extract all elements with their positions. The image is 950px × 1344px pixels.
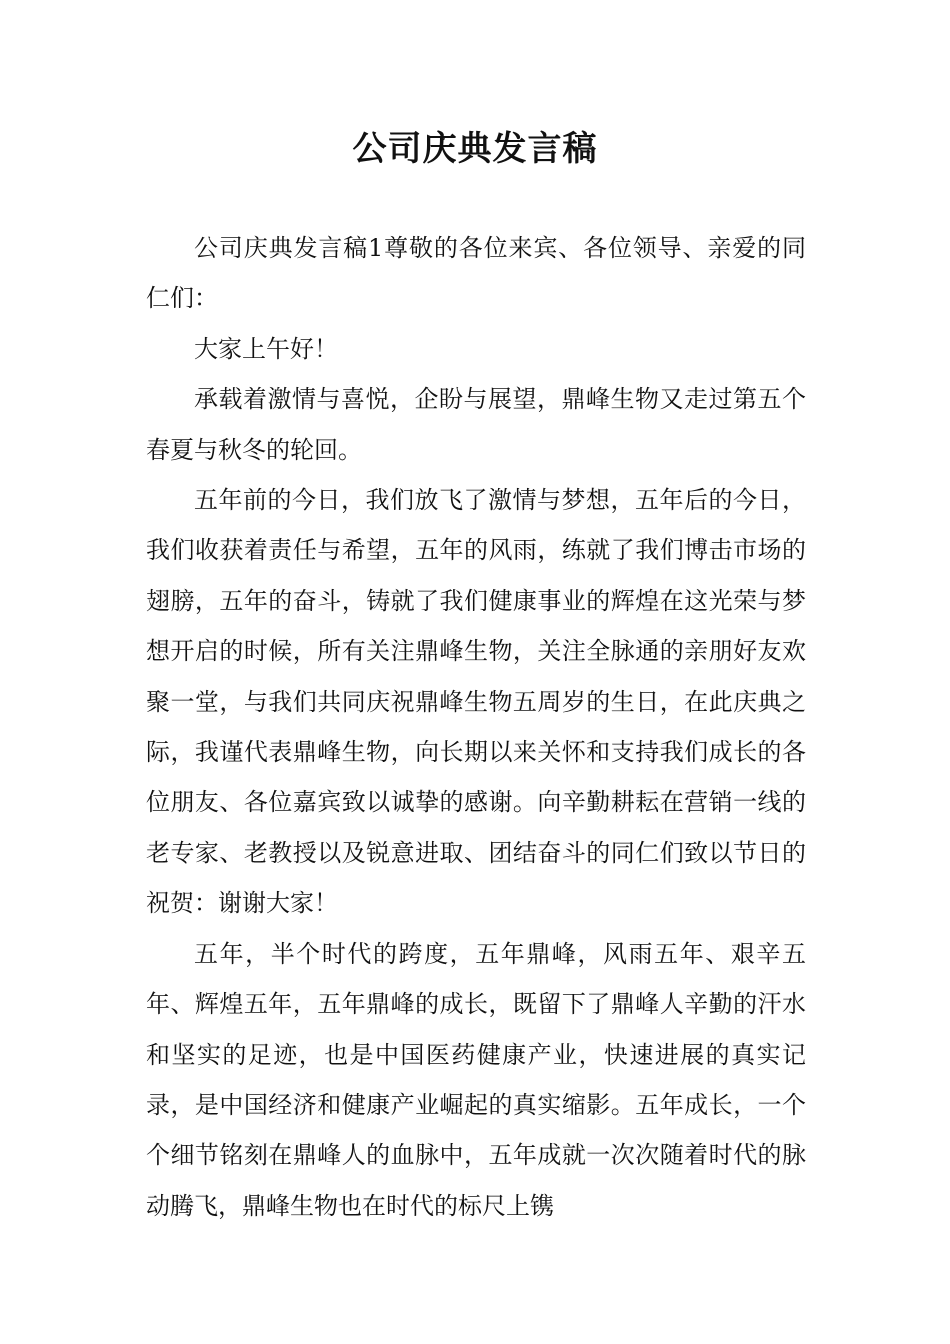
paragraph-fifth-year: 承载着激情与喜悦，企盼与展望，鼎峰生物又走过第五个春夏与秋冬的轮回。 [146, 385, 806, 464]
document-body [146, 223, 806, 1231]
document-title: 公司庆典发言稿 [352, 129, 598, 169]
paragraph-five-years-ago: 五年前的今日，我们放飞了激情与梦想，五年后的今日，我们收获着责任与希望，五年的风雨，练就了我们博击市场的翅膀，五年的奋斗，铸就了我们健康事业的辉煌在这光荣与梦想开启的时候，所有关注鼎峰生物，关注全脉通的亲朋好友欢聚一堂，与我们共同庆祝鼎峰生物五周岁的生日，在此庆典之际，我谨代表鼎峰生物，向长期以来关怀和支持我们成长的各位朋友、各位嘉宾致以诚挚的感谢。向辛勤耕耘在营销一线的老专家、老教授以及锐意进取、团结奋斗的同仁们致以节日的祝贺：谢谢大家！ [146, 486, 806, 918]
paragraph-good-morning: 大家上午好！ [194, 334, 338, 363]
paragraph-half-era: 五年，半个时代的跨度，五年鼎峰，风雨五年、艰辛五年、辉煌五年，五年鼎峰的成长，既留下了鼎峰人辛勤的汗水和坚实的足迹，也是中国医药健康产业，快速进展的真实记录，是中国经济和健康产业崛起的真实缩影。五年成长，一个个细节铭刻在鼎峰人的血脉中，五年成就一次次随着时代的脉动腾飞，鼎峰生物也在时代的标尺上镌 [146, 939, 806, 1220]
paragraph-greeting: 公司庆典发言稿1尊敬的各位来宾、各位领导、亲爱的同仁们： [146, 234, 806, 313]
